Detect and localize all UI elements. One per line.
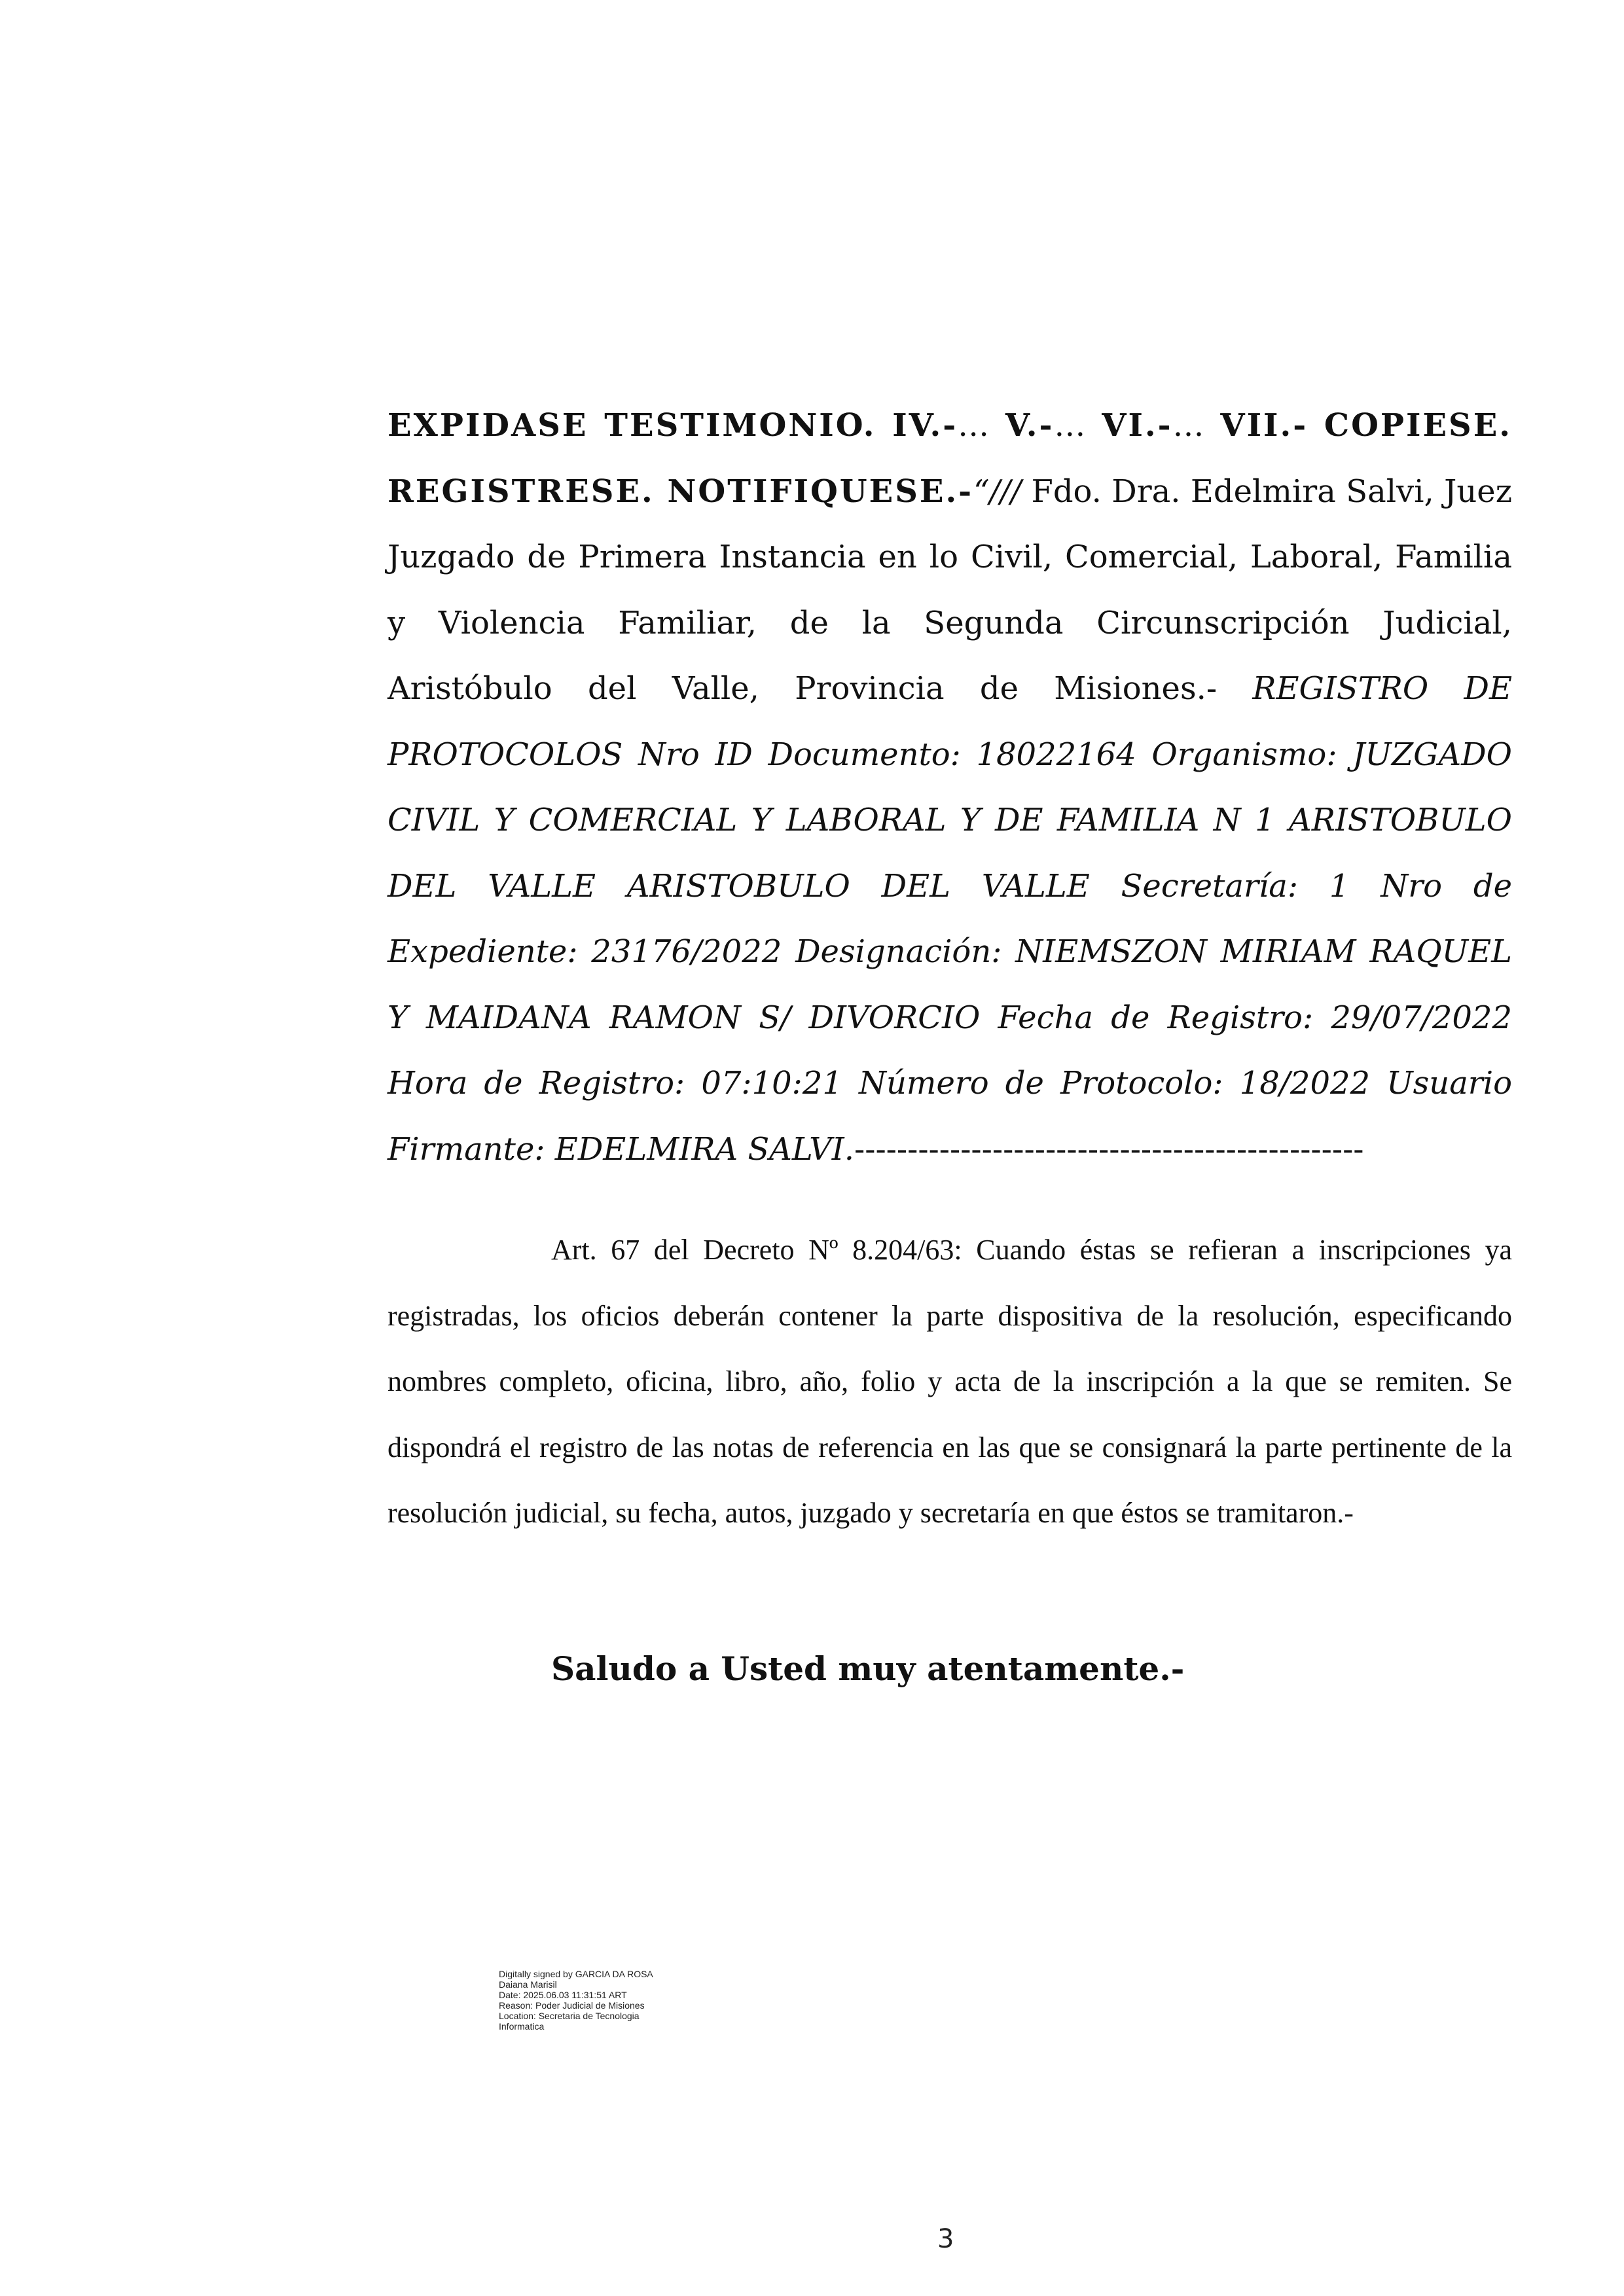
dash-filler: ------------------------------------------------ <box>854 1130 1364 1168</box>
signature-line: Location: Secretaria de Tecnologia <box>499 2011 640 2021</box>
order-vi: VI.- <box>1085 407 1173 444</box>
resolution-paragraph <box>388 393 1512 1182</box>
article-text: Art. 67 del Decreto Nº 8.204/63: Cuando éstas se refieran a inscripciones ya registradas, los oficios deberán contener la parte dispositiva de la resolución, especificando nombres completo, oficina, libro, año, folio y acta de la inscripción a la que se remiten. Se dispondrá el registro de las notas de referencia en las que se consignará la parte pertinente de la resolución judicial, su fecha, autos, juzgado y secretaría en que éstos se tramitaron.- <box>388 1234 1512 1529</box>
article-paragraph <box>388 1217 1512 1547</box>
signature-text: Fdo. Dra. Edelmira Salvi, Juez Juzgado de Primera Instancia en lo Civil, Comercial, Laboral, Familia y Violencia Familiar, de la Segunda Circunscripción Judicial, Aristóbulo del Valle, Provincia de Misiones.- <box>388 473 1512 707</box>
signature-line: Reason: Poder Judicial de Misiones <box>499 2000 645 2011</box>
registry-details: REGISTRO DE PROTOCOLOS Nro ID Documento: 18022164 Organismo: JUZGADO CIVIL Y COMERCIAL Y LABORAL Y DE FAMILIA N 1 ARISTOBULO DEL VALLE ARISTOBULO DEL VALLE Secretaría: 1 Nro de Expediente: 23176/2022 Designación: NIEMSZON MIRIAM RAQUEL Y MAIDANA RAMON S/ DIVORCIO Fecha de Registro: 29/07/2022 Hora de Registro: 07:10:21 Número de Protocolo: 18/2022 Usuario Firmante: EDELMIRA SALVI. <box>388 670 1513 1168</box>
ellipsis: … <box>1172 407 1204 444</box>
signature-line: Daiana Marisil <box>499 1979 557 1990</box>
ellipsis: … <box>1054 407 1086 444</box>
quote-mark: “/// <box>973 473 1022 510</box>
signature-line: Digitally signed by GARCIA DA ROSA <box>499 1969 653 1979</box>
closing-salutation: Saludo a Usted muy atentamente.- <box>551 1649 1185 1688</box>
digital-signature-block <box>499 1969 708 2032</box>
order-v: V.- <box>989 407 1055 444</box>
page-number: 3 <box>937 2224 954 2254</box>
ellipsis: … <box>958 407 990 444</box>
signature-line: Informatica <box>499 2021 545 2032</box>
order-vii: VII.- COPIESE. REGISTRESE. NOTIFIQUESE.- <box>388 407 1513 510</box>
order-heading: EXPIDASE TESTIMONIO. IV.- <box>388 407 958 444</box>
signature-line: Date: 2025.06.03 11:31:51 ART <box>499 1990 627 2000</box>
